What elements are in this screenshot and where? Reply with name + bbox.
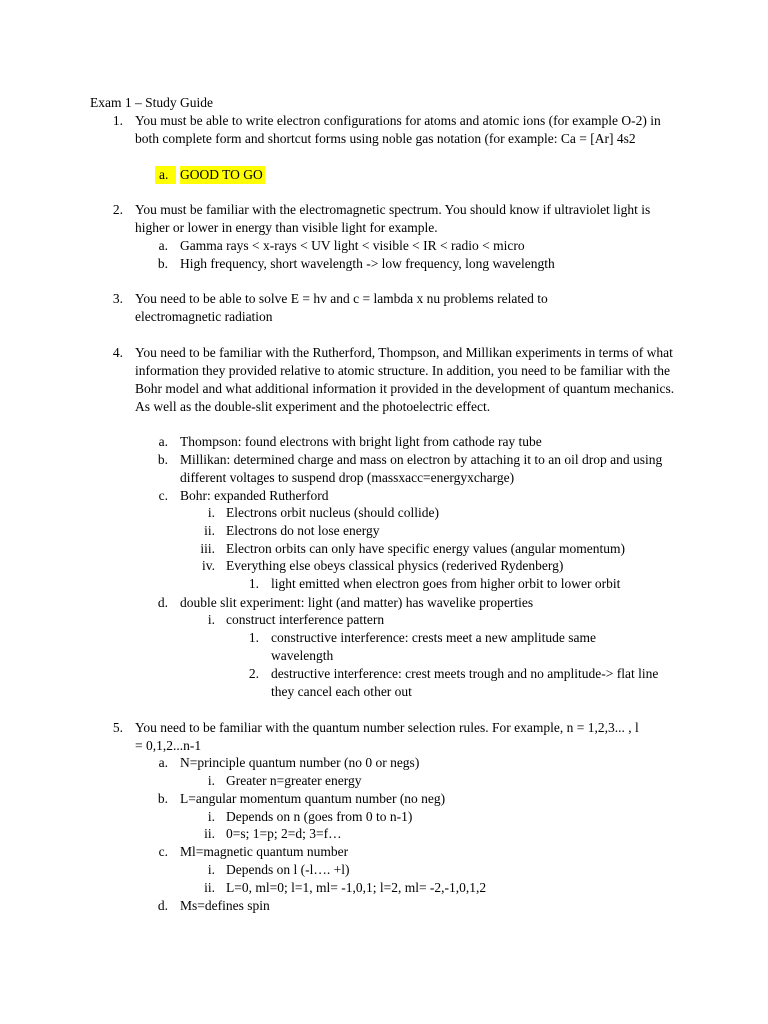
section-3 [0, 290, 768, 326]
item-text: Electrons do not lose energy [226, 523, 380, 538]
item-text: Thompson: found electrons with bright light from cathode ray tube [180, 434, 542, 449]
item-marker: i. [207, 809, 215, 824]
list-item [0, 772, 768, 790]
list-item [0, 433, 768, 451]
list-item [0, 861, 768, 879]
section-4 [0, 344, 768, 434]
item-marker: a. [158, 238, 168, 253]
list-item [0, 665, 768, 701]
item-marker: i. [207, 612, 215, 627]
list-item [0, 879, 768, 897]
list-item [0, 897, 768, 915]
item-marker: i. [207, 505, 215, 520]
item-text: Greater n=greater energy [226, 773, 362, 788]
list-item [0, 808, 768, 826]
item-marker: d. [157, 898, 168, 913]
document-title: Exam 1 – Study Guide [90, 95, 213, 110]
item-text: Millikan: determined charge and mass on electron by attaching it to an oil drop and using different voltages to suspend drop (massxacc=energyxcharge) [180, 452, 663, 485]
item-marker: ii. [204, 880, 215, 895]
list-item [0, 237, 768, 255]
section-text: You need to be familiar with the quantum number selection rules. For example, n = 1,2,3... , l = 0,1,2...n-1 [135, 720, 639, 753]
list-item [0, 166, 768, 184]
section-number: 3. [112, 291, 123, 306]
item-marker: a. [158, 755, 168, 770]
section-number: 2. [112, 202, 123, 217]
list-item [0, 629, 768, 665]
item-text: L=angular momentum quantum number (no neg) [180, 791, 446, 806]
item-text: Everything else obeys classical physics (rederived Rydenberg) [226, 558, 564, 573]
item-text: Ms=defines spin [180, 898, 270, 913]
item-marker: a. [158, 434, 168, 449]
item-text: Ml=magnetic quantum number [180, 844, 349, 859]
item-text: Depends on n (goes from 0 to n-1) [226, 809, 413, 824]
section-text: You need to be familiar with the Rutherford, Thompson, and Millikan experiments in terms of what information they provided relative to atomic structure. In addition, you need to be familiar with the Bohr model and what additional information it provided in the development of quantum mechanics. As well as the double-slit experiment and the photoelectric effect. [135, 345, 675, 414]
section-2 [0, 201, 768, 237]
item-marker: b. [157, 256, 168, 271]
list-item [0, 540, 768, 558]
list-item [0, 594, 768, 612]
item-marker: i. [207, 862, 215, 877]
list-item [0, 522, 768, 540]
item-marker: a. [155, 166, 176, 184]
section-number: 4. [112, 345, 123, 360]
item-marker: 1. [248, 576, 259, 591]
item-text: Depends on l (-l…. +l) [226, 862, 350, 877]
section-1 [0, 112, 768, 166]
list-item [0, 504, 768, 522]
item-marker: ii. [204, 523, 215, 538]
list-item [0, 754, 768, 772]
item-text: L=0, ml=0; l=1, ml= -1,0,1; l=2, ml= -2,-1,0,1,2 [226, 880, 487, 895]
item-marker: d. [157, 595, 168, 610]
item-text: destructive interference: crest meets trough and no amplitude-> flat line they cancel each other out [271, 666, 659, 699]
list-item [0, 843, 768, 861]
section-text: You must be familiar with the electromagnetic spectrum. You should know if ultraviolet light is higher or lower in energy than visible light for example. [135, 202, 651, 235]
list-item [0, 451, 768, 487]
item-text: double slit experiment: light (and matter) has wavelike properties [180, 595, 534, 610]
item-text: construct interference pattern [226, 612, 385, 627]
section-text: You need to be able to solve E = hv and c = lambda x nu problems related to electromagnetic radiation [135, 291, 548, 324]
item-marker: b. [157, 452, 168, 467]
list-item [0, 825, 768, 843]
section-number: 5. [112, 720, 123, 735]
item-text: 0=s; 1=p; 2=d; 3=f… [226, 826, 342, 841]
list-item [0, 575, 768, 593]
list-item [0, 487, 768, 505]
list-item [0, 557, 768, 575]
item-marker: i. [207, 773, 215, 788]
highlighted-item-text: GOOD TO GO [180, 167, 263, 182]
section-text: You must be able to write electron configurations for atoms and atomic ions (for example O-2) in both complete form and shortcut forms using noble gas notation (for example: Ca = [Ar] 4s2 [135, 113, 661, 146]
item-text: constructive interference: crests meet a new amplitude same wavelength [271, 630, 596, 663]
item-marker: c. [158, 488, 168, 503]
item-marker: iii. [200, 541, 215, 556]
item-marker: 2. [248, 666, 259, 681]
item-marker: 1. [248, 630, 259, 645]
item-text: Electron orbits can only have specific energy values (angular momentum) [226, 541, 625, 556]
item-text: Electrons orbit nucleus (should collide) [226, 505, 439, 520]
item-text: High frequency, short wavelength -> low frequency, long wavelength [180, 256, 555, 271]
item-marker: c. [158, 844, 168, 859]
item-marker: iv. [202, 558, 215, 573]
list-item [0, 255, 768, 273]
item-marker: b. [157, 791, 168, 806]
item-text: light emitted when electron goes from higher orbit to lower orbit [271, 576, 621, 591]
section-5 [0, 719, 768, 755]
section-number: 1. [112, 113, 123, 128]
item-text: Bohr: expanded Rutherford [180, 488, 329, 503]
list-item [0, 611, 768, 629]
item-marker: ii. [204, 826, 215, 841]
item-text: N=principle quantum number (no 0 or negs) [180, 755, 420, 770]
list-item [0, 790, 768, 808]
item-text: Gamma rays < x-rays < UV light < visible < IR < radio < micro [180, 238, 525, 253]
